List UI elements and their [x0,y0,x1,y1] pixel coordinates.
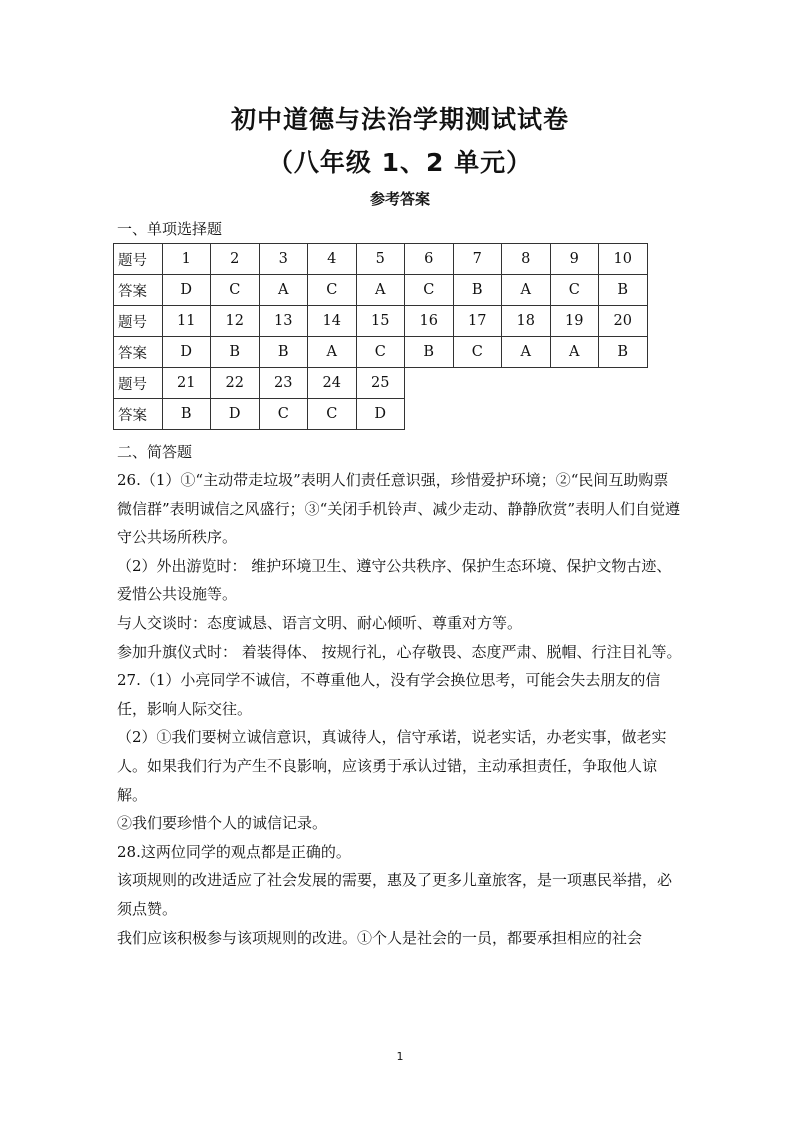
question-number-cell: 7 [453,244,502,275]
question-number-cell: 4 [308,244,357,275]
answer-cell: C [308,275,357,306]
answer-cell: B [259,337,308,368]
answer-cell: B [211,337,260,368]
answer-cell: A [550,337,599,368]
row-label: 题号 [114,244,163,275]
question-number-cell: 18 [502,306,551,337]
paragraph: 与人交谈时：态度诚恳、语言文明、耐心倾听、尊重对方等。 [117,613,523,632]
answer-cell: D [356,399,405,430]
answer-cell: C [259,399,308,430]
answer-cell: D [162,275,211,306]
answer-row [114,337,648,368]
question-number-cell: 12 [211,306,260,337]
answer-key-heading: 参考答案 [369,190,430,208]
paragraph: 参加升旗仪式时： 着装得体、 按规行礼，心存敬畏、态度严肃、脱帽、行注目礼等。 [117,642,682,661]
question-number-cell: 17 [453,306,502,337]
question-number-cell: 3 [259,244,308,275]
question-number-cell: 19 [550,306,599,337]
paragraph: 28.这两位同学的观点都是正确的。 [117,842,351,861]
paragraph: 27.（1）小亮同学不诚信，不尊重他人，没有学会换位思考，可能会失去朋友的信任，影响人际交往。 [117,671,661,718]
question-number-cell: 6 [405,244,454,275]
paragraph: 该项规则的改进适应了社会发展的需要，惠及了更多儿童旅客，是一项惠民举措，必须点赞。 [117,871,673,918]
section-heading-choice: 一、单项选择题 [117,220,223,238]
answer-row [114,399,648,430]
answer-cell: C [356,337,405,368]
row-label: 答案 [114,337,163,368]
answer-table [113,243,648,430]
question-number-row [114,368,648,399]
paragraph: 26.（1）①“主动带走垃圾”表明人们责任意识强，珍惜爱护环境；②“民间互助购票微信群”表明诚信之风盛行；③“关闭手机铃声、减少走动、静静欣赏”表明人们自觉遵守公共场所秩序。 [117,471,681,547]
answer-cell: A [502,275,551,306]
paragraph: ②我们要珍惜个人的诚信记录。 [117,814,328,833]
answer-cell: A [308,337,357,368]
document-subtitle: （八年级 1、2 单元） [267,148,533,177]
row-label: 答案 [114,399,163,430]
question-number-cell: 15 [356,306,405,337]
page-number: 1 [396,1050,404,1063]
answer-cell: B [162,399,211,430]
answer-cell: B [405,337,454,368]
question-number-cell: 25 [356,368,405,399]
answer-cell: A [502,337,551,368]
question-number-cell: 13 [259,306,308,337]
answer-cell: B [599,275,648,306]
answer-row [114,275,648,306]
paragraph: 我们应该积极参与该项规则的改进。①个人是社会的一员，都要承担相应的社会 [117,928,643,947]
document-title: 初中道德与法治学期测试试卷 [230,105,569,134]
answer-cell: C [211,275,260,306]
short-answer-body [117,466,683,952]
answer-cell: A [356,275,405,306]
answer-cell: C [405,275,454,306]
question-number-cell: 5 [356,244,405,275]
answer-cell: B [599,337,648,368]
row-label: 答案 [114,275,163,306]
answer-cell: B [453,275,502,306]
question-number-cell: 21 [162,368,211,399]
question-number-cell: 20 [599,306,648,337]
question-number-cell: 22 [211,368,260,399]
question-number-cell: 8 [502,244,551,275]
answer-cell: C [550,275,599,306]
paragraph: （2）外出游览时： 维护环境卫生、遵守公共秩序、保护生态环境、保护文物古迹、爱惜公共设施等。 [117,556,672,604]
question-number-cell: 2 [211,244,260,275]
question-number-cell: 10 [599,244,648,275]
row-label: 题号 [114,306,163,337]
question-number-cell: 9 [550,244,599,275]
answer-cell: C [308,399,357,430]
answer-cell: D [211,399,260,430]
answer-cell: A [259,275,308,306]
question-number-cell: 16 [405,306,454,337]
paragraph: （2）①我们要树立诚信意识，真诚待人，信守承诺，说老实话，办老实事，做老实人。如果我们行为产生不良影响，应该勇于承认过错，主动承担责任，争取他人谅解。 [117,728,667,804]
question-number-cell: 1 [162,244,211,275]
answer-cell: C [453,337,502,368]
question-number-row [114,244,648,275]
answer-cell: D [162,337,211,368]
question-number-cell: 24 [308,368,357,399]
question-number-cell: 23 [259,368,308,399]
row-label: 题号 [114,368,163,399]
question-number-row [114,306,648,337]
question-number-cell: 11 [162,306,211,337]
question-number-cell: 14 [308,306,357,337]
section-heading-short-answer: 二、简答题 [117,443,193,461]
